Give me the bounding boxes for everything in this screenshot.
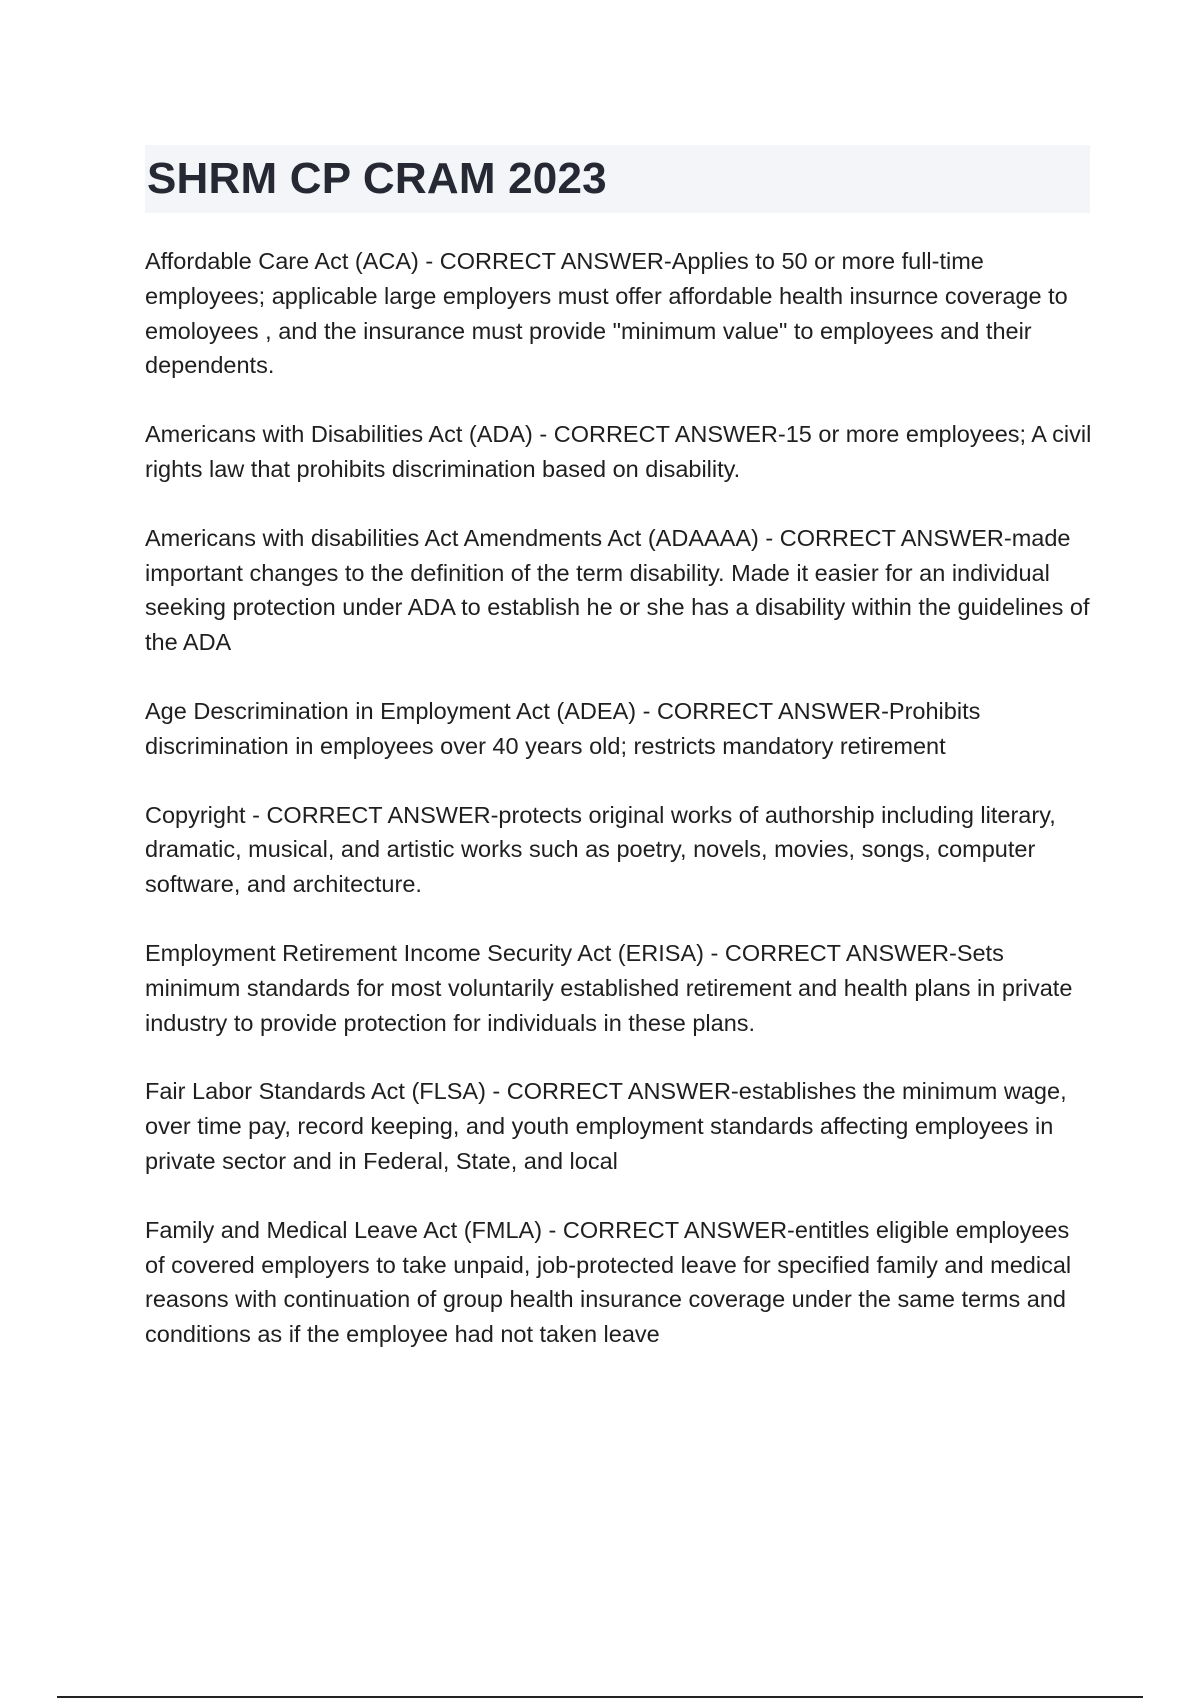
entry-erisa: Employment Retirement Income Security Act (ERISA) - CORRECT ANSWER-Sets minimum standards for most voluntarily established retirement and health plans in private industry to provide protection for individuals in these plans. (145, 939, 1073, 1036)
entry-copyright: Copyright - CORRECT ANSWER-protects original works of authorship including literary, dramatic, musical, and artistic works such as poetry, novels, movies, songs, computer software, and architecture. (145, 801, 1056, 898)
entries-list (145, 244, 1095, 1386)
page-title: SHRM CP CRAM 2023 (147, 154, 607, 203)
entry-flsa: Fair Labor Standards Act (FLSA) - CORRECT ANSWER-establishes the minimum wage, over time pay, record keeping, and youth employment standards affecting employees in private sector and in Federal, State, and local (145, 1078, 1067, 1174)
entry-adea: Age Descrimination in Employment Act (ADEA) - CORRECT ANSWER-Prohibits discrimination in employees over 40 years old; restricts mandatory retirement (145, 697, 981, 759)
entry-adaaa: Americans with disabilities Act Amendments Act (ADAAAA) - CORRECT ANSWER-made important changes to the definition of the term disability. Made it easier for an individual seeking protection under ADA to establish he or she has a disability within the guidelines of the ADA (145, 524, 1090, 656)
footer-divider (57, 1696, 1143, 1698)
title-band (145, 145, 1090, 213)
entry-ada: Americans with Disabilities Act (ADA) - CORRECT ANSWER-15 or more employees; A civil rights law that prohibits discrimination based on disability. (145, 421, 1092, 482)
entry-fmla: Family and Medical Leave Act (FMLA) - CORRECT ANSWER-entitles eligible employees of covered employers to take unpaid, job-protected leave for specified family and medical reasons with continuation of group health insurance coverage under the same terms and conditions as if the employee had not taken leave (145, 1216, 1072, 1348)
entry-aca: Affordable Care Act (ACA) - CORRECT ANSWER-Applies to 50 or more full-time employees; applicable large employers must offer affordable health insurnce coverage to emoloyees , and the insurance must provide "minimum value" to employees and their dependents. (145, 248, 1068, 379)
